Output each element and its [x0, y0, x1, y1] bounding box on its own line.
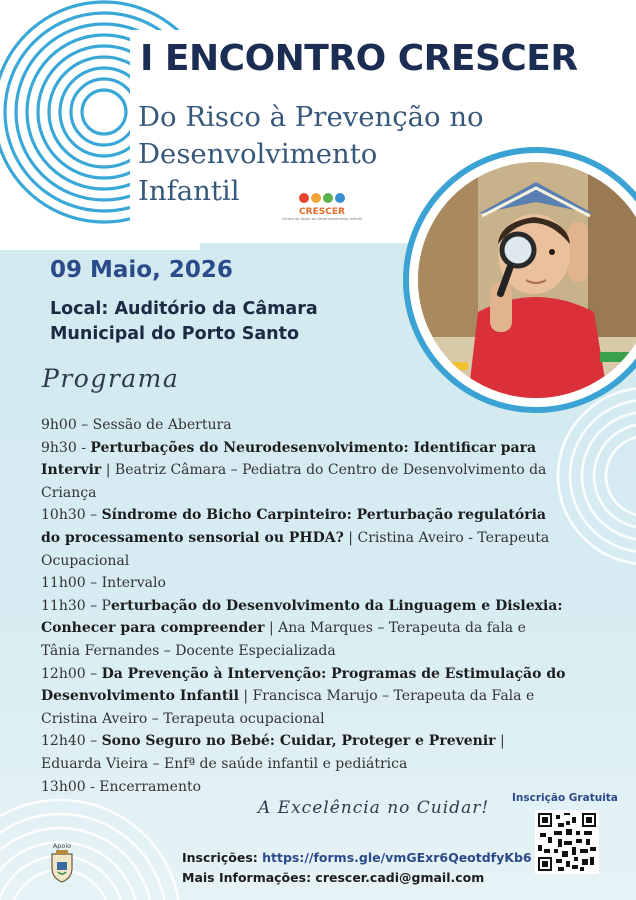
- item-separator: -: [76, 439, 91, 456]
- inscricoes-label: Inscrições:: [182, 850, 263, 865]
- event-title: I ENCONTRO CRESCER: [140, 38, 578, 79]
- item-title: Sono Seguro no Bebé: Cuidar, Proteger e Prevenir: [101, 733, 496, 750]
- logo-figures-icon: [272, 193, 372, 207]
- item-separator: –: [76, 417, 93, 433]
- info-label: Mais Informações:: [182, 870, 316, 885]
- item-time: 12h00: [41, 665, 86, 682]
- programa-item: [41, 572, 566, 595]
- inscricoes-line: [182, 848, 532, 868]
- item-speaker: | Francisca Marujo – Terapeuta da Fala e Cristina Aveiro – Terapeuta ocupacional: [41, 688, 535, 727]
- info-line: [182, 868, 532, 888]
- item-time: 10h30: [41, 507, 86, 524]
- logo-tagline: Centro de Apoio ao Desenvolvimento Infantil: [281, 217, 363, 221]
- info-email[interactable]: crescer.cadi@gmail.com: [315, 870, 485, 885]
- item-separator: –: [85, 575, 102, 592]
- item-time: 9h00: [41, 417, 77, 433]
- programa-item: [41, 414, 566, 437]
- inscricoes-link[interactable]: https://forms.gle/vmGExr6QeotdfyKb6: [262, 850, 532, 865]
- programa-item: [41, 776, 566, 799]
- item-speaker: Encerramento: [99, 778, 202, 795]
- item-title: Perturbações do Neurodesenvolvimento: Identificar para Intervir: [41, 439, 537, 479]
- item-separator: -: [85, 778, 100, 795]
- item-speaker: | Eduarda Vieira – Enfª de saúde infantil e pediátrica: [41, 733, 505, 772]
- programa-item: [41, 437, 566, 505]
- item-time: 11h30: [41, 597, 86, 614]
- item-title: Da Prevenção à Intervenção: Programas de Estimulação do Desenvolvimento Infantil: [41, 665, 566, 705]
- subtitle-line: Do Risco à Prevenção no: [138, 101, 484, 133]
- programa-item: [41, 663, 566, 731]
- item-speaker: | Ana Marques – Terapeuta da fala e Tânia Fernandes – Docente Especializada: [41, 620, 526, 659]
- item-separator: –: [85, 733, 102, 750]
- item-time: 11h00: [41, 575, 86, 592]
- child-with-magnifier-photo: [418, 162, 636, 398]
- item-separator: –: [85, 665, 102, 682]
- item-speaker: | Beatriz Câmara – Pediatra do Centro de Desenvolvimento da Criança: [41, 462, 547, 501]
- item-speaker: | Cristina Aveiro - Terapeuta Ocupacional: [41, 529, 550, 569]
- footer-tagline: A Excelência no Cuidar!: [258, 798, 490, 818]
- subtitle-line: Desenvolvimento: [138, 138, 378, 170]
- item-time: 12h40: [41, 733, 86, 750]
- event-date: 09 Maio, 2026: [50, 257, 233, 283]
- programa-heading: Programa: [42, 364, 180, 393]
- item-separator: –: [85, 507, 102, 524]
- programa-item: [41, 595, 566, 663]
- item-speaker: Sessão de Abertura: [92, 417, 232, 433]
- item-title: Síndrome do Bicho Carpinteiro: Perturbação regulatória do processamento sensorial ou PHDA?: [41, 507, 546, 546]
- location-line: Municipal do Porto Santo: [50, 324, 299, 344]
- programa-item: [41, 504, 566, 572]
- programa-list: [41, 414, 566, 798]
- item-separator: – P: [85, 597, 111, 614]
- apoio-block: [44, 842, 80, 888]
- item-time: 13h00: [41, 778, 86, 795]
- location-line: Local: Auditório da Câmara: [50, 299, 318, 319]
- event-location: [50, 297, 370, 347]
- item-speaker: Intervalo: [101, 575, 166, 592]
- logo-name: CRESCER: [299, 207, 345, 217]
- item-title: erturbação do Desenvolvimento da Linguagem e Dislexia: Conhecer para compreender: [41, 597, 563, 637]
- item-time: 9h30: [41, 439, 77, 456]
- inscricao-gratuita-label: Inscrição Gratuita: [512, 792, 618, 804]
- subtitle-line: Infantil: [138, 175, 240, 207]
- apoio-label: Apoio: [52, 842, 72, 850]
- programa-item: [41, 730, 566, 775]
- crescer-logo: [272, 193, 372, 237]
- qr-code-icon[interactable]: [535, 810, 599, 874]
- municipal-crest-icon: [48, 850, 76, 884]
- contact-info: [182, 848, 532, 888]
